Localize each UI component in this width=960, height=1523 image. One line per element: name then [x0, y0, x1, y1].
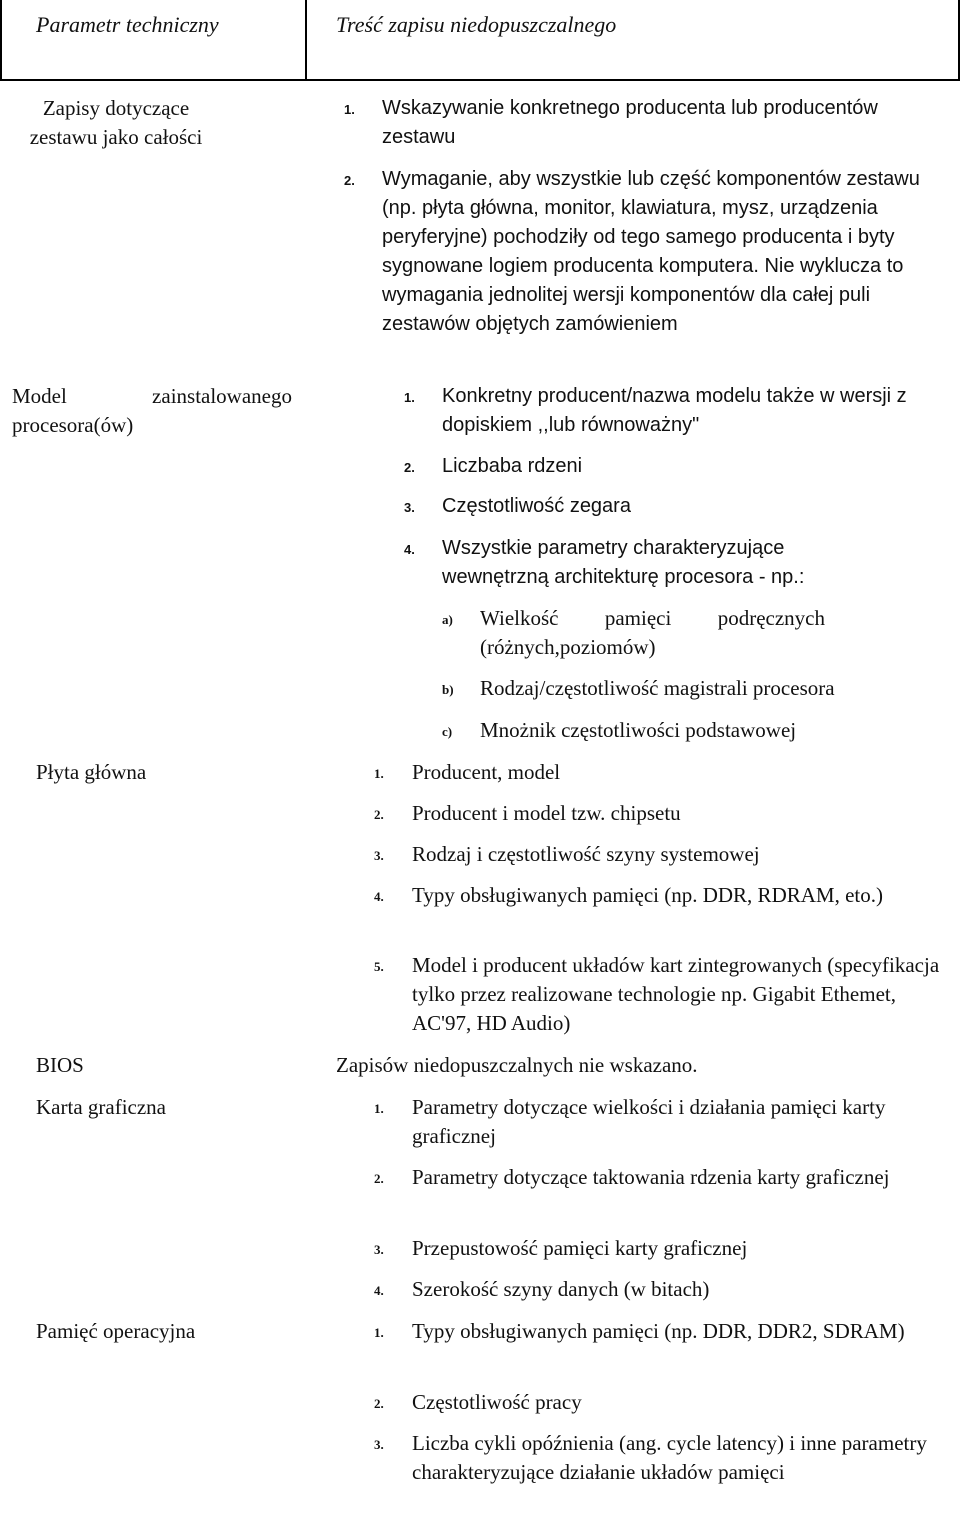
param-pamiec-operacyjna: Pamięć operacyjna [36, 1319, 196, 1343]
table-border-left [0, 0, 2, 80]
header-tresc: Treść zapisu niedopuszczalnego [336, 12, 617, 37]
param-zestaw: Zapisy dotyczące zestawu jako całości [29, 96, 203, 149]
param-plyta-glowna: Płyta główna [36, 760, 147, 784]
bios-note: Zapisów niedopuszczalnych nie wskazano. [336, 1053, 698, 1077]
header-parametr: Parametr techniczny [36, 12, 219, 37]
table-border-center [305, 0, 307, 80]
param-bios: BIOS [36, 1053, 84, 1077]
param-procesor: Model zainstalowanego procesora(ów) [12, 384, 292, 437]
param-karta-graficzna: Karta graficzna [36, 1095, 166, 1119]
header-divider [0, 79, 960, 81]
